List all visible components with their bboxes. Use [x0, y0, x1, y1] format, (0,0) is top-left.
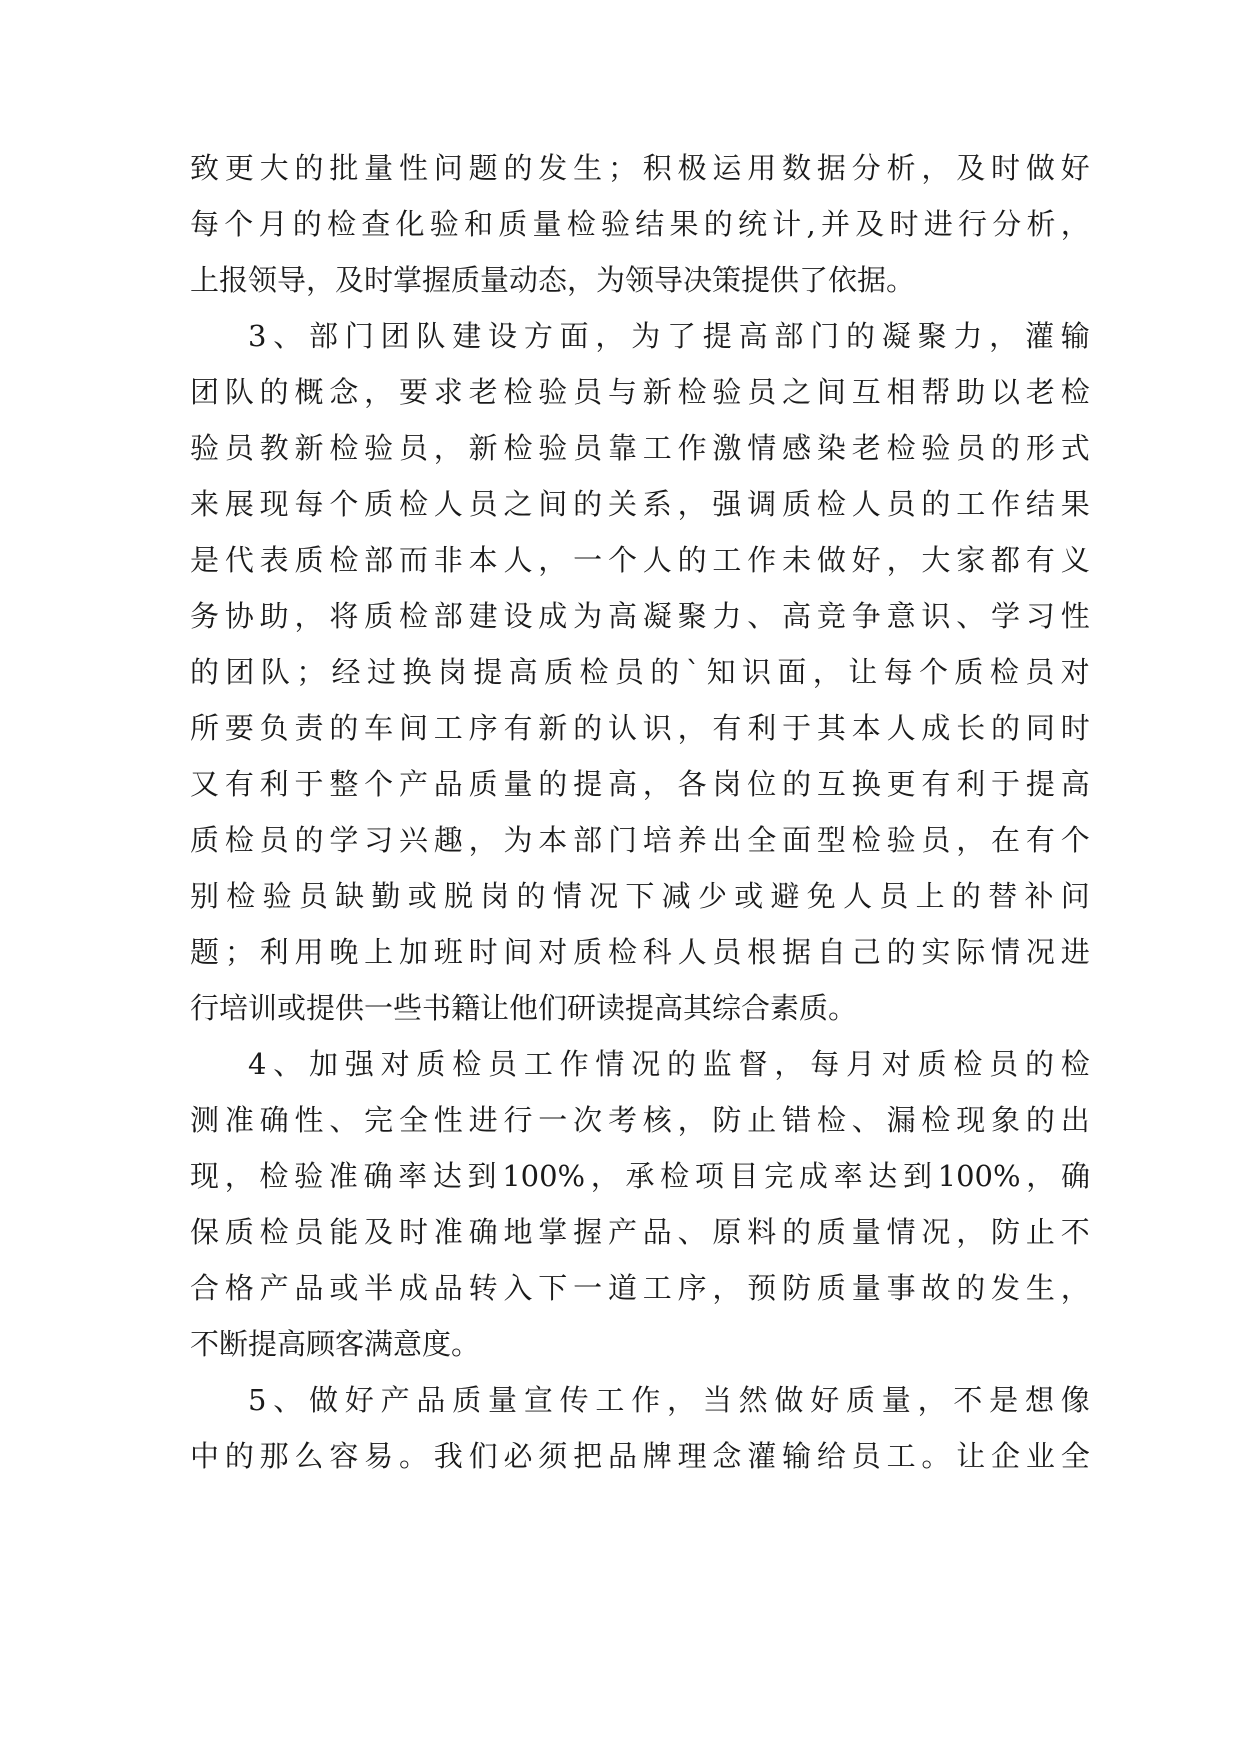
text-line: 团 队 的 概 念 ， 要 求 老 检 验 员 与 新 检 验 员 之 间 互 相 帮 助 以 老 检	[190, 375, 1090, 409]
text-line: 每 个 月 的 检 查 化 验 和 质 量 检 验 结 果 的 统 计 , 并 及 时 进 行 分 析 ，	[190, 207, 1090, 241]
text-line: 验 员 教 新 检 验 员 ， 新 检 验 员 靠 工 作 激 情 感 染 老 检 验 员 的 形 式	[190, 431, 1090, 465]
text-line: 的 团 队 ； 经 过 换 岗 提 高 质 检 员 的 ` 知 识 面 ， 让 每 个 质 检 员 对	[190, 655, 1090, 689]
paragraph-4-start: 4 、 加 强 对 质 检 员 工 作 情 况 的 监 督 ， 每 月 对 质 检 员 的 检	[248, 1047, 1090, 1081]
paragraph-5-start: 5 、 做 好 产 品 质 量 宣 传 工 作 ， 当 然 做 好 质 量 ， 不 是 想 像	[248, 1383, 1090, 1417]
text-line: 来 展 现 每 个 质 检 人 员 之 间 的 关 系 ， 强 调 质 检 人 员 的 工 作 结 果	[190, 487, 1090, 521]
text-line: 务 协 助 ， 将 质 检 部 建 设 成 为 高 凝 聚 力 、 高 竞 争 意 识 、 学 习 性	[190, 599, 1090, 633]
text-line: 中 的 那 么 容 易 。 我 们 必 须 把 品 牌 理 念 灌 输 给 员 工 。 让 企 业 全	[190, 1439, 1090, 1473]
text-line: 不断提高顾客满意度。	[190, 1327, 481, 1361]
text-line: 致 更 大 的 批 量 性 问 题 的 发 生 ； 积 极 运 用 数 据 分 析 ， 及 时 做 好	[190, 151, 1090, 185]
text-line: 所 要 负 责 的 车 间 工 序 有 新 的 认 识 ， 有 利 于 其 本 人 成 长 的 同 时	[190, 711, 1090, 745]
text-line: 题 ； 利 用 晚 上 加 班 时 间 对 质 检 科 人 员 根 据 自 己 的 实 际 情 况 进	[190, 935, 1090, 969]
text-line: 质 检 员 的 学 习 兴 趣 ， 为 本 部 门 培 养 出 全 面 型 检 验 员 ， 在 有 个	[190, 823, 1090, 857]
text-line: 是 代 表 质 检 部 而 非 本 人 ， 一 个 人 的 工 作 未 做 好 ， 大 家 都 有 义	[190, 543, 1090, 577]
text-line: 别 检 验 员 缺 勤 或 脱 岗 的 情 况 下 减 少 或 避 免 人 员 上 的 替 补 问	[190, 879, 1090, 913]
text-line: 现 ， 检 验 准 确 率 达 到 100% ， 承 检 项 目 完 成 率 达 到 100% ， 确	[190, 1159, 1090, 1193]
text-line: 合 格 产 品 或 半 成 品 转 入 下 一 道 工 序 ， 预 防 质 量 事 故 的 发 生 ，	[190, 1271, 1090, 1305]
paragraph-3-start: 3 、 部 门 团 队 建 设 方 面 ， 为 了 提 高 部 门 的 凝 聚 力 ， 灌 输	[248, 319, 1090, 353]
text-line: 测 准 确 性 、 完 全 性 进 行 一 次 考 核 ， 防 止 错 检 、 漏 检 现 象 的 出	[190, 1103, 1090, 1137]
text-line: 行培训或提供一些书籍让他们研读提高其综合素质。	[190, 991, 858, 1025]
text-line: 又 有 利 于 整 个 产 品 质 量 的 提 高 ， 各 岗 位 的 互 换 更 有 利 于 提 高	[190, 767, 1090, 801]
text-line: 上报领导，及时掌握质量动态，为领导决策提供了依据。	[190, 263, 916, 297]
text-line: 保 质 检 员 能 及 时 准 确 地 掌 握 产 品 、 原 料 的 质 量 情 况 ， 防 止 不	[190, 1215, 1090, 1249]
